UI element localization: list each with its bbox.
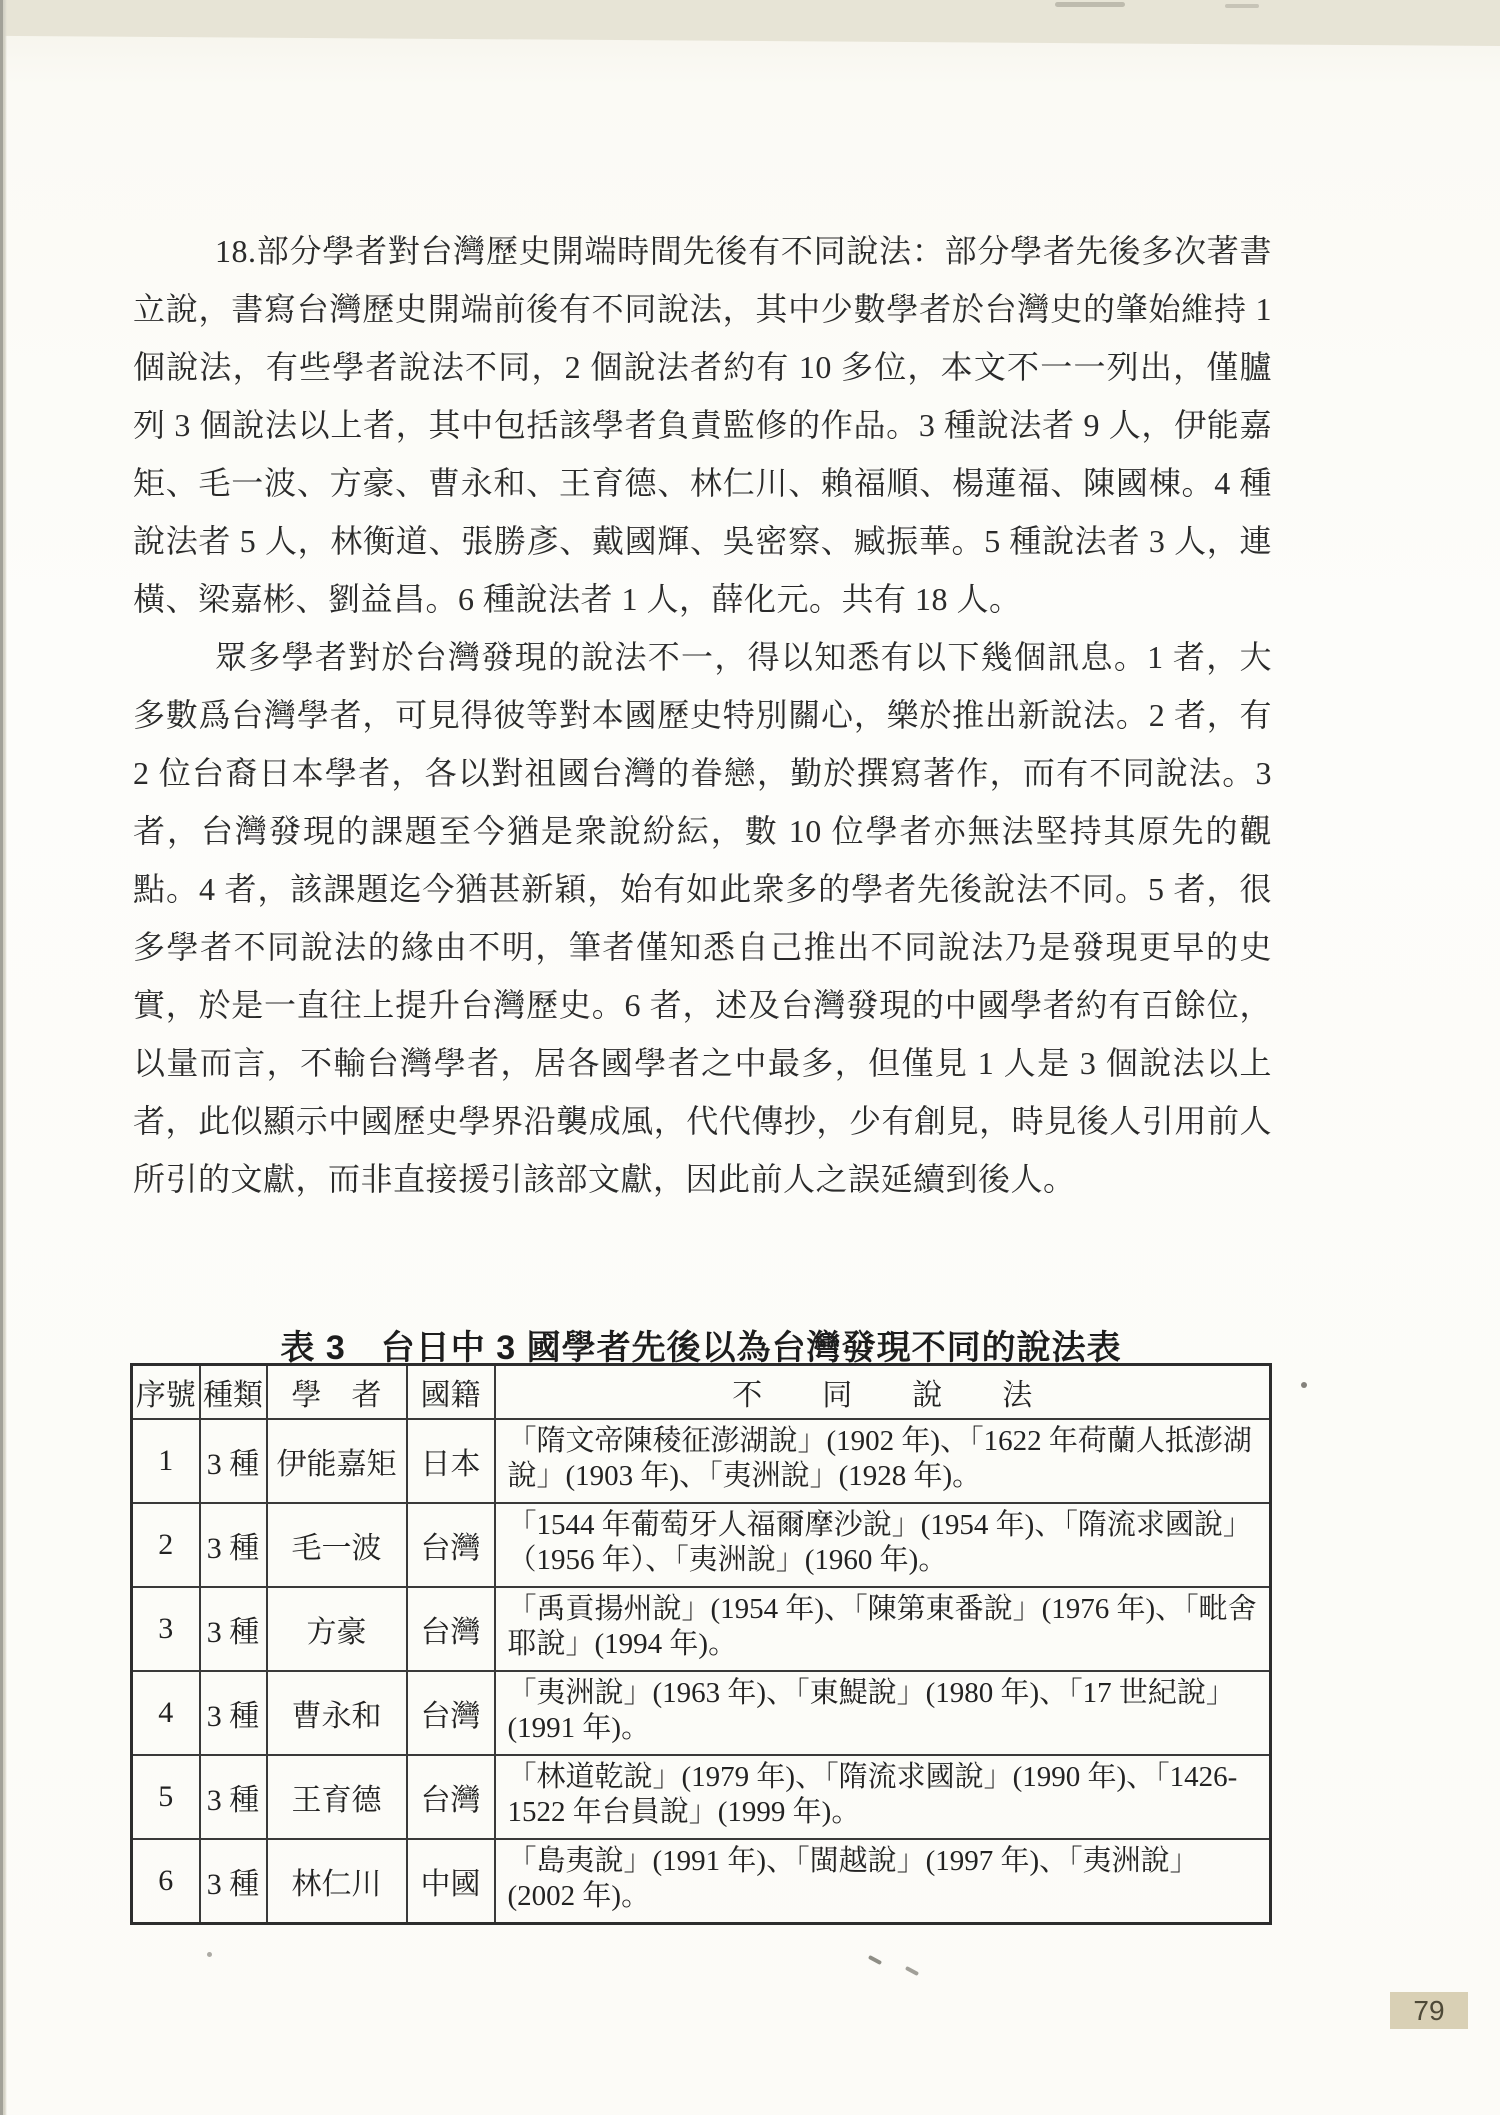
table-row [132, 1755, 1271, 1839]
cell-scholar: 伊能嘉矩 [267, 1419, 407, 1503]
table-row [132, 1503, 1271, 1587]
scan-edge-top [0, 0, 1500, 46]
cell-serial: 4 [132, 1671, 200, 1755]
cell-nationality: 台灣 [407, 1671, 495, 1755]
page-number-badge [1390, 1992, 1468, 2029]
cell-type: 3 種 [200, 1839, 267, 1924]
cell-serial: 2 [132, 1503, 200, 1587]
col-header-scholar: 學 者 [267, 1365, 407, 1420]
cell-type: 3 種 [200, 1755, 267, 1839]
cell-nationality: 台灣 [407, 1587, 495, 1671]
col-header-theories: 不 同 說 法 [495, 1365, 1271, 1420]
scan-smudge [1055, 2, 1125, 7]
table-row [132, 1839, 1271, 1924]
cell-serial: 6 [132, 1839, 200, 1924]
cell-serial: 1 [132, 1419, 200, 1503]
cell-theories: 「島夷說」(1991 年)、「閩越說」(1997 年)、「夷洲說」(2002 年)。 [495, 1839, 1271, 1924]
cell-scholar: 王育德 [267, 1755, 407, 1839]
cell-theories: 「隋文帝陳稜征澎湖說」(1902 年)、「1622 年荷蘭人抵澎湖說」(1903 年)、「夷洲說」(1928 年)。 [495, 1419, 1271, 1503]
cell-nationality: 日本 [407, 1419, 495, 1503]
body-text [133, 222, 1272, 1208]
table-row [132, 1671, 1271, 1755]
paragraph-2: 眾多學者對於台灣發現的說法不一，得以知悉有以下幾個訊息。1 者，大多數爲台灣學者，可見得彼等對本國歷史特別關心，樂於推出新說法。2 者，有 2 位台裔日本學者，各以對祖國台灣的眷戀，勤於撰寫著作，而有不同說法。3 者，台灣發現的課題至今猶是衆說紛紜，數 10 位學者亦無法堅持其原先的觀點。4 者，該課題迄今猶甚新穎，始有如此衆多的學者先後說法不同。5 者，很多學者不同說法的緣由不明，筆者僅知悉自己推出不同說法乃是發現更早的史實，於是一直往上提升台灣歷史。6 者，述及台灣發現的中國學者約有百餘位，以量而言，不輸台灣學者，居各國學者之中最多，但僅見 1 人是 3 個說法以上者，此似顯示中國歷史學界沿襲成風，代代傳抄，少有創見，時見後人引用前人所引的文獻，而非直接援引該部文獻，因此前人之誤延續到後人。 [133, 639, 1272, 1197]
cell-nationality: 中國 [407, 1839, 495, 1924]
cell-nationality: 台灣 [407, 1755, 495, 1839]
cell-type: 3 種 [200, 1503, 267, 1587]
scan-edge-left [0, 0, 7, 2115]
cell-serial: 3 [132, 1587, 200, 1671]
cell-theories: 「1544 年葡萄牙人福爾摩沙說」(1954 年)、「隋流求國說」（1956 年）、「夷洲說」(1960 年)。 [495, 1503, 1271, 1587]
table-row [132, 1587, 1271, 1671]
cell-type: 3 種 [200, 1587, 267, 1671]
cell-scholar: 毛一波 [267, 1503, 407, 1587]
table-row [132, 1419, 1271, 1503]
cell-theories: 「禹貢揚州說」(1954 年)、「陳第東番說」(1976 年)、「毗舍耶說」(1994 年)。 [495, 1587, 1271, 1671]
cell-theories: 「林道乾說」(1979 年)、「隋流求國說」(1990 年)、「1426-1522 年台員說」(1999 年)。 [495, 1755, 1271, 1839]
page-number: 79 [1413, 1994, 1445, 2026]
cell-scholar: 曹永和 [267, 1671, 407, 1755]
cell-theories: 「夷洲說」(1963 年)、「東鯷說」(1980 年)、「17 世紀說」(1991 年)。 [495, 1671, 1271, 1755]
col-header-nationality: 國籍 [407, 1365, 495, 1420]
scan-speck [207, 1952, 212, 1957]
scan-speck [1301, 1382, 1307, 1388]
scan-mark [905, 1966, 919, 1976]
scan-smudge [1225, 4, 1259, 8]
cell-scholar: 方豪 [267, 1587, 407, 1671]
col-header-type: 種類 [200, 1365, 267, 1420]
cell-serial: 5 [132, 1755, 200, 1839]
table-title: 表 3 台日中 3 國學者先後以為台灣發現不同的說法表 [280, 1329, 1122, 1367]
paragraph-1: 18.部分學者對台灣歷史開端時間先後有不同說法：部分學者先後多次著書立說，書寫台灣歷史開端前後有不同說法，其中少數學者於台灣史的肇始維持 1 個說法，有些學者說法不同，2 個說法者約有 10 多位，本文不一一列出，僅臚列 3 個說法以上者，其中包括該學者負責監修的作品。3 種說法者 9 人，伊能嘉矩、毛一波、方豪、曹永和、王育德、林仁川、賴福順、楊蓮福、陳國棟。4 種說法者 5 人，林衡道、張勝彥、戴國輝、吳密察、臧振華。5 種說法者 3 人，連橫、梁嘉彬、劉益昌。6 種說法者 1 人，薛化元。共有 18 人。 [133, 233, 1272, 617]
cell-scholar: 林仁川 [267, 1839, 407, 1924]
scholars-theories-table [130, 1363, 1272, 1925]
cell-type: 3 種 [200, 1419, 267, 1503]
scan-mark [868, 1955, 882, 1965]
table-header-row [132, 1365, 1271, 1420]
cell-type: 3 種 [200, 1671, 267, 1755]
col-header-serial: 序號 [132, 1365, 200, 1420]
cell-nationality: 台灣 [407, 1503, 495, 1587]
